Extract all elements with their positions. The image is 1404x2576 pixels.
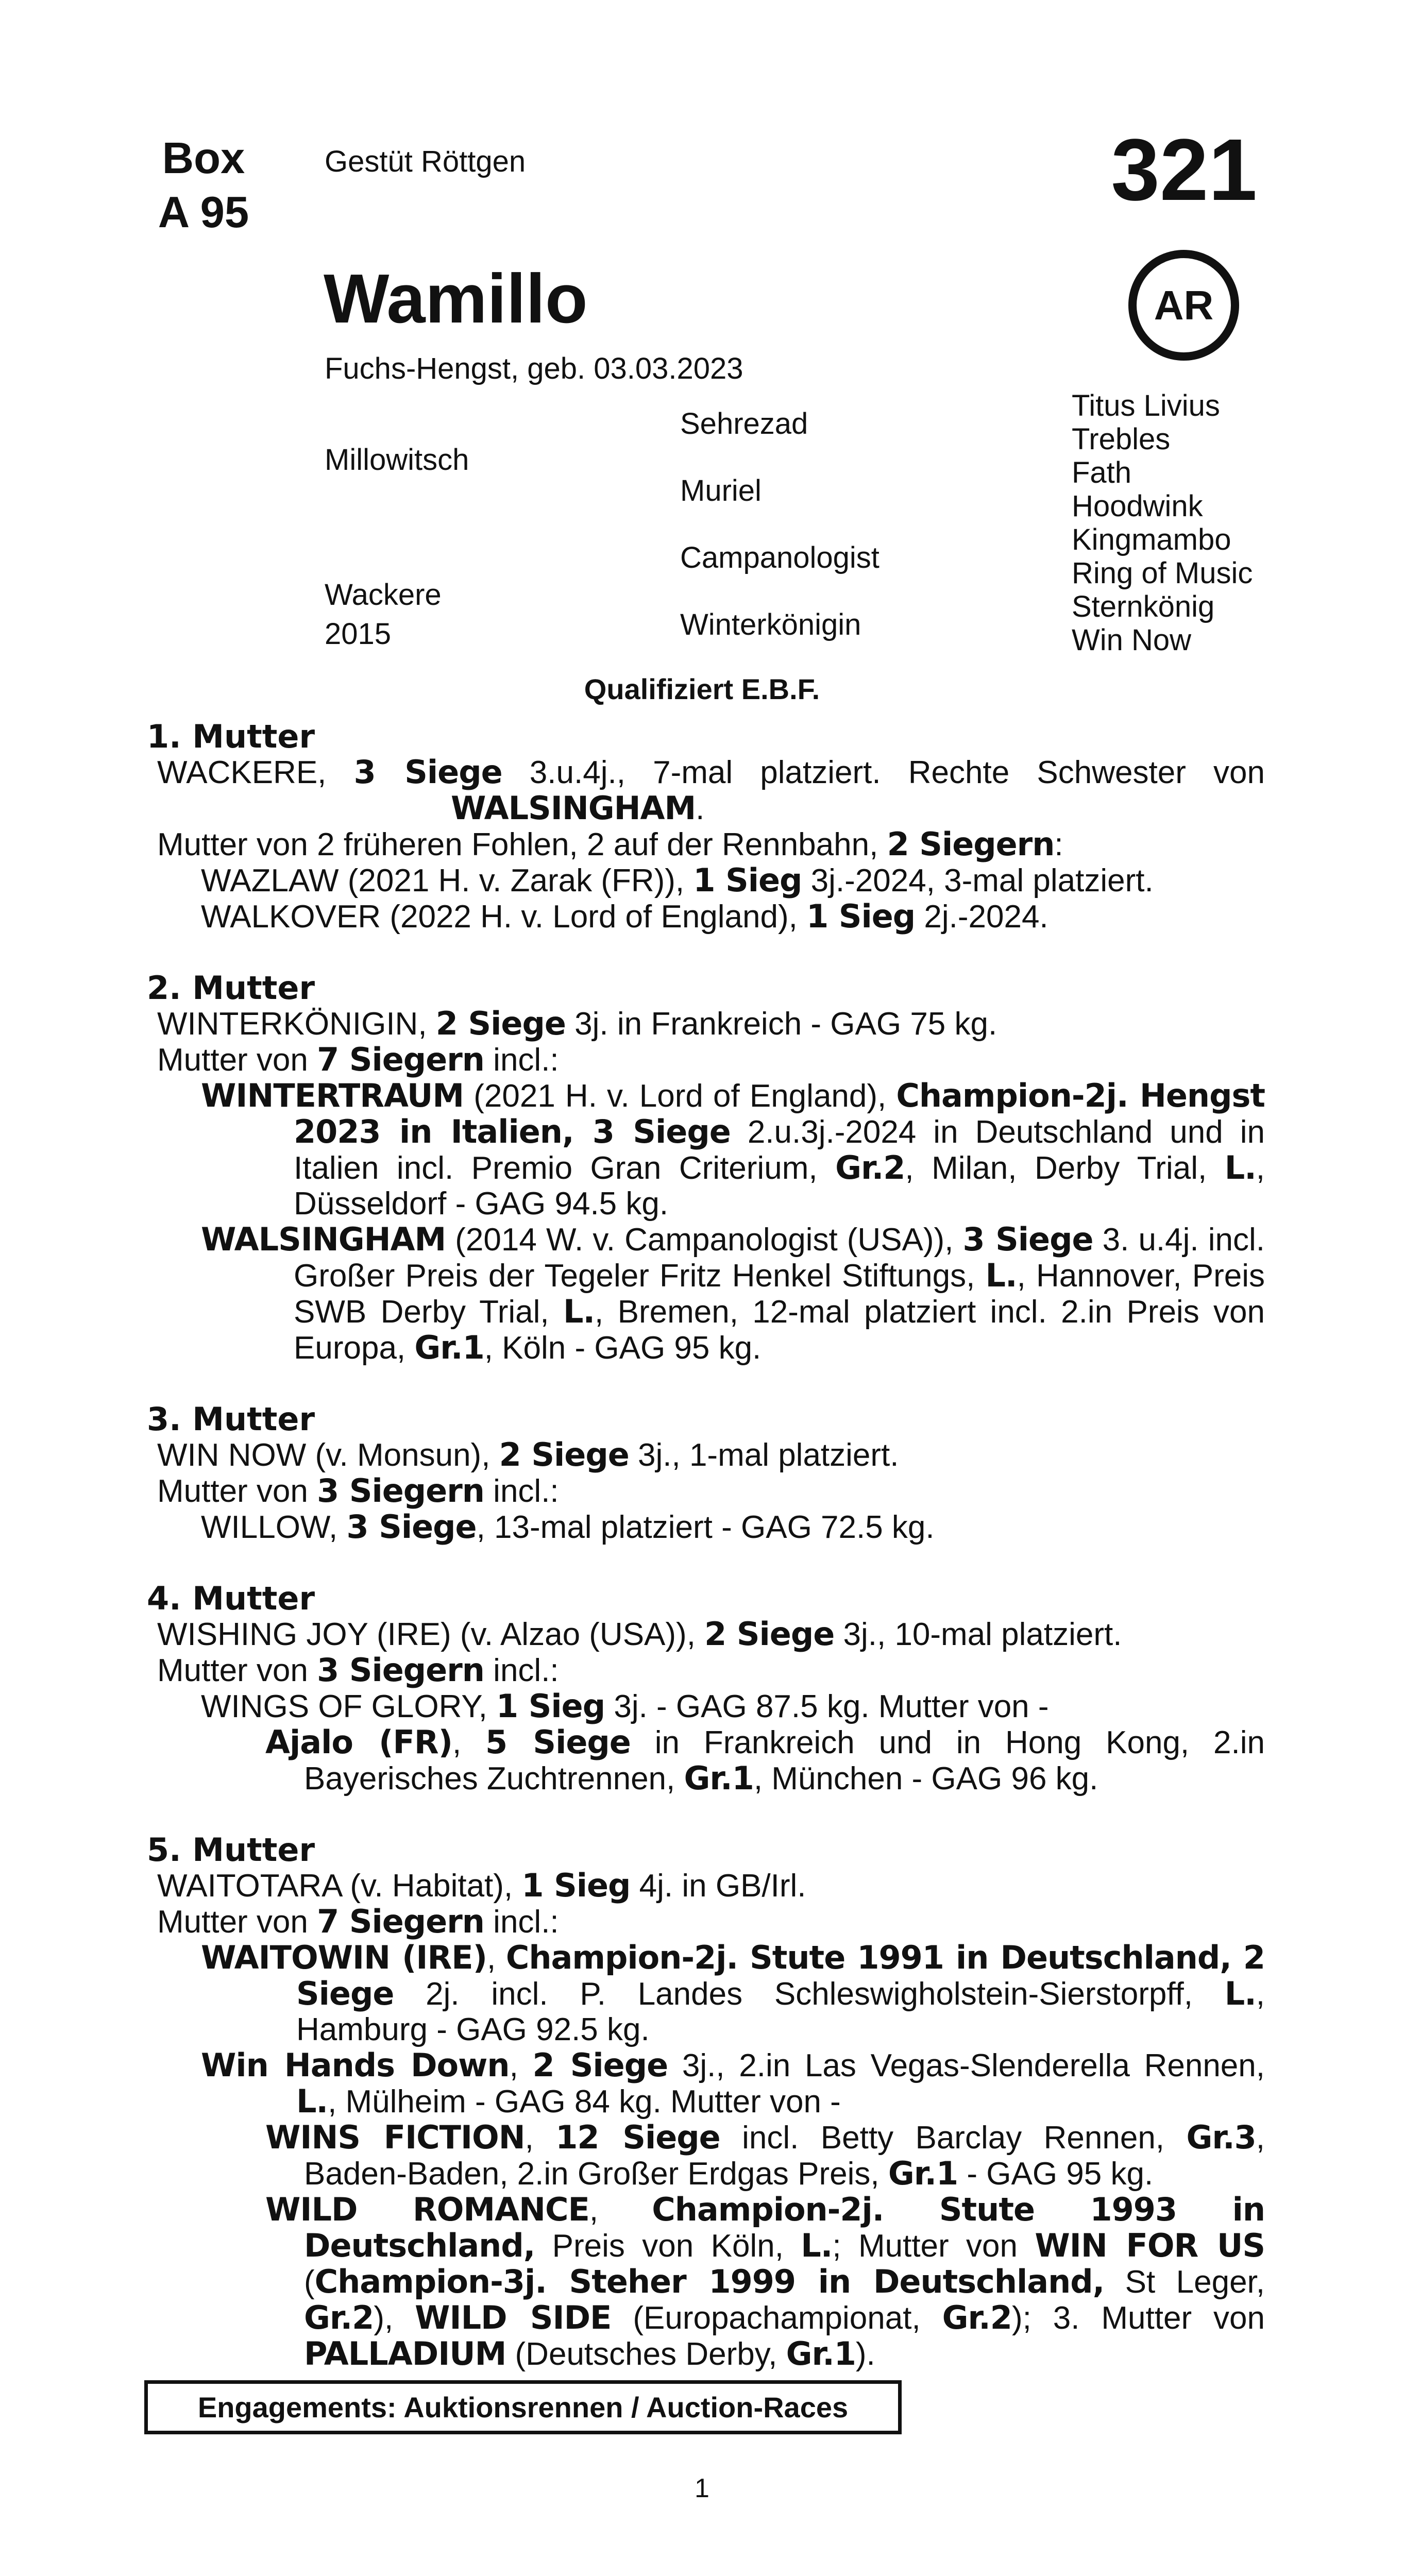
offspring-entry: Win Hands Down, 2 Siege 3j., 2.in Las Vegas-Slenderella Rennen, L., Mülheim - GAG 84 kg. Mutter von - xyxy=(201,2046,1265,2120)
grand-offspring-entry: Ajalo (FR), 5 Siege in Frankreich und in Hong Kong, 2.in Bayerisches Zuchtrennen, Gr.1, München - GAG 96 kg. xyxy=(265,1723,1265,1797)
pedigree-sire: Millowitsch xyxy=(325,443,469,477)
dam-entry: WAITOTARA (v. Habitat), 1 Sieg 4j. in GB/Irl. xyxy=(157,1867,806,1904)
horse-name: Wamillo xyxy=(324,260,588,337)
dam-entry: WISHING JOY (IRE) (v. Alzao (USA)), 2 Siege 3j., 10-mal platziert. xyxy=(157,1615,1122,1653)
offspring-entry: WILLOW, 3 Siege, 13-mal platziert - GAG 72.5 kg. xyxy=(201,1508,935,1546)
engagements-text: Engagements: Auktionsrennen / Auction-Races xyxy=(197,2391,849,2424)
section-fifth-dam xyxy=(147,1832,1265,2372)
qualification-note: Qualifiziert E.B.F. xyxy=(584,673,820,705)
section-second-dam xyxy=(147,970,1265,1366)
section-heading: 3. Mutter xyxy=(147,1400,315,1438)
dam-line xyxy=(147,719,1265,2372)
ar-badge xyxy=(1128,250,1239,361)
pedigree-g3-item: Sternkönig xyxy=(1072,590,1215,623)
box-label xyxy=(144,131,263,240)
produce-summary: Mutter von 7 Siegern incl.: xyxy=(157,1903,559,1940)
pedigree-g3-item: Ring of Music xyxy=(1072,556,1253,590)
pedigree-dam-dam: Winterkönigin xyxy=(680,608,861,641)
ar-badge-text: AR xyxy=(1154,282,1214,328)
offspring-entry: WAZLAW (2021 H. v. Zarak (FR)), 1 Sieg 3j.-2024, 3-mal platziert. xyxy=(201,861,1154,899)
engagements-box xyxy=(144,2380,902,2434)
produce-summary: Mutter von 7 Siegern incl.: xyxy=(157,1041,559,1078)
pedigree-g3-item: Fath xyxy=(1072,456,1132,489)
pedigree-g3-item: Hoodwink xyxy=(1072,489,1203,523)
section-fourth-dam xyxy=(147,1581,1265,1797)
grand-offspring-entry: WINS FICTION, 12 Siege incl. Betty Barclay Rennen, Gr.3, Baden-Baden, 2.in Großer Erdgas Preis, Gr.1 - GAG 95 kg. xyxy=(265,2119,1265,2192)
grand-offspring-entry: WILD ROMANCE, Champion-2j. Stute 1993 in Deutschland, Preis von Köln, L.; Mutter von WIN FOR US (Champion-3j. Steher 1999 in Deutschland, St Leger, Gr.2), WILD SIDE (Europachampionat, Gr.2); 3. Mutter von PALLADIUM (Deutsches Derby, Gr.1). xyxy=(265,2191,1265,2372)
pedigree-dam: Wackere xyxy=(325,578,442,612)
offspring-entry: WINGS OF GLORY, 1 Sieg 3j. - GAG 87.5 kg. Mutter von - xyxy=(201,1687,1049,1725)
dam-entry: WINTERKÖNIGIN, 2 Siege 3j. in Frankreich - GAG 75 kg. xyxy=(157,1005,997,1042)
pedigree-g3-item: Titus Livius xyxy=(1072,389,1220,422)
dam-entry: WACKERE, 3 Siege 3.u.4j., 7-mal platziert. Rechte Schwester von WALSINGHAM. xyxy=(157,753,1265,827)
breeder-name: Gestüt Röttgen xyxy=(325,145,526,178)
lot-number: 321 xyxy=(1111,121,1257,219)
page-number: 1 xyxy=(695,2473,709,2503)
pedigree-g3-item: Trebles xyxy=(1072,422,1171,456)
section-heading: 4. Mutter xyxy=(147,1580,315,1617)
pedigree-sire-dam: Muriel xyxy=(680,474,762,507)
section-heading: 5. Mutter xyxy=(147,1831,315,1869)
section-heading: 1. Mutter xyxy=(147,718,315,755)
pedigree-g3-item: Kingmambo xyxy=(1072,523,1231,556)
produce-summary: Mutter von 2 früheren Fohlen, 2 auf der Rennbahn, 2 Siegern: xyxy=(157,825,1063,863)
dam-entry: WIN NOW (v. Monsun), 2 Siege 3j., 1-mal platziert. xyxy=(157,1436,899,1473)
section-first-dam xyxy=(147,719,1265,935)
section-heading: 2. Mutter xyxy=(147,969,315,1007)
box-line-1: Box xyxy=(162,134,245,183)
pedigree-g3-item: Win Now xyxy=(1072,623,1192,657)
pedigree-dam-sire: Campanologist xyxy=(680,541,879,574)
offspring-entry: WALKOVER (2022 H. v. Lord of England), 1 Sieg 2j.-2024. xyxy=(201,897,1048,935)
offspring-entry: WINTERTRAUM (2021 H. v. Lord of England), Champion-2j. Hengst 2023 in Italien, 3 Siege 2.u.3j.-2024 in Deutschland und in Italien incl. Premio Gran Criterium, Gr.2, Milan, Derby Trial, L., Düsseldorf - GAG 94.5 kg. xyxy=(201,1077,1265,1222)
offspring-entry: WAITOWIN (IRE), Champion-2j. Stute 1991 in Deutschland, 2 Siege 2j. incl. P. Landes Schleswigholstein-Sierstorpff, L., Hamburg - GAG 92.5 kg. xyxy=(201,1939,1265,2047)
section-third-dam xyxy=(147,1401,1265,1545)
produce-summary: Mutter von 3 Siegern incl.: xyxy=(157,1472,559,1510)
horse-description: Fuchs-Hengst, geb. 03.03.2023 xyxy=(325,352,743,385)
pedigree-sire-sire: Sehrezad xyxy=(680,407,808,440)
produce-summary: Mutter von 3 Siegern incl.: xyxy=(157,1651,559,1689)
pedigree-third-generation xyxy=(1072,389,1253,657)
pedigree-dam-year: 2015 xyxy=(325,617,392,651)
box-line-2: A 95 xyxy=(158,188,249,237)
offspring-entry: WALSINGHAM (2014 W. v. Campanologist (USA)), 3 Siege 3. u.4j. incl. Großer Preis der Tegeler Fritz Henkel Stiftungs, L., Hannover, Preis SWB Derby Trial, L., Bremen, 12-mal platziert incl. 2.in Preis von Europa, Gr.1, Köln - GAG 95 kg. xyxy=(201,1221,1265,1366)
